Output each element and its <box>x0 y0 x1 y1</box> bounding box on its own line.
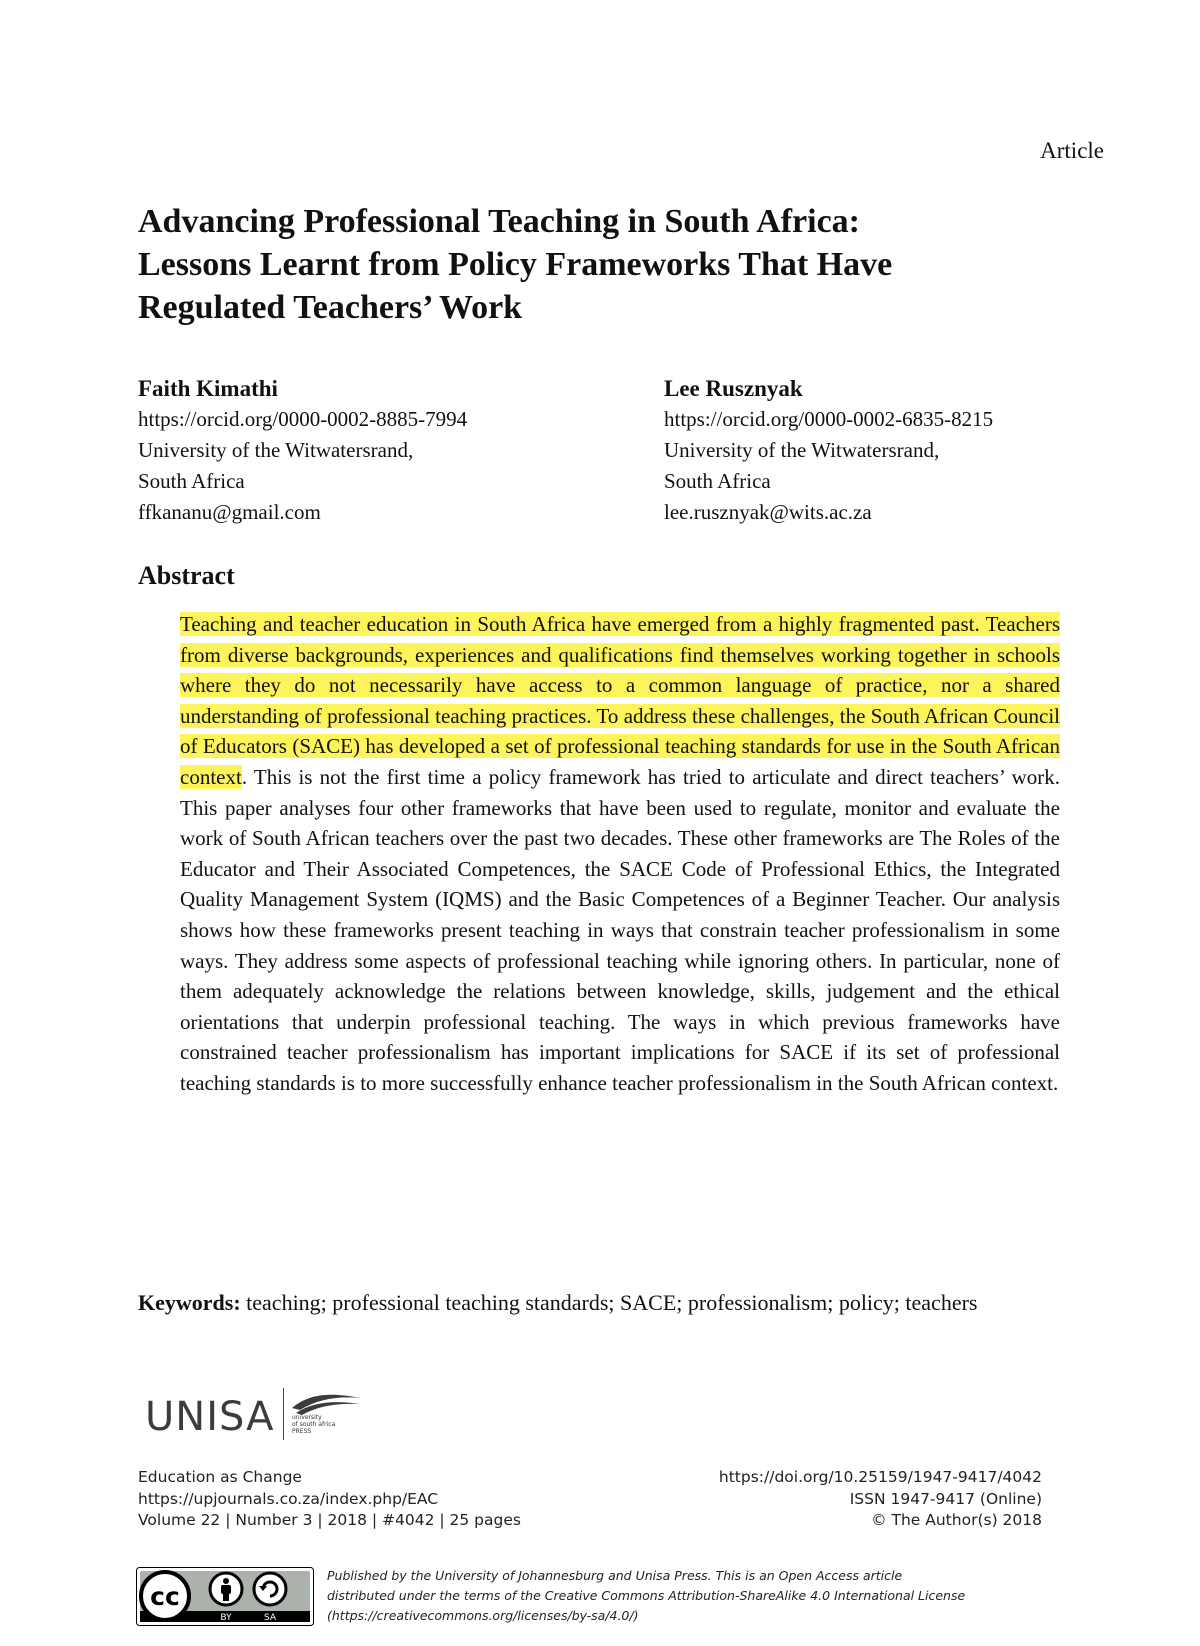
paper-title <box>138 200 1078 329</box>
unisa-wing-icon <box>290 1390 362 1416</box>
title-line: Advancing Professional Teaching in South Africa: <box>138 203 860 240</box>
author-name: Lee Rusznyak <box>664 376 803 401</box>
keywords-list: teaching; professional teaching standards; SACE; professionalism; policy; teachers <box>240 1290 978 1315</box>
journal-name: Education as Change <box>138 1468 302 1486</box>
journal-info-right <box>719 1467 1042 1532</box>
title-line: Regulated Teachers’ Work <box>138 289 523 326</box>
logo-divider <box>283 1388 284 1440</box>
logo-sub-line: of south africa <box>292 1421 336 1428</box>
author-name: Faith Kimathi <box>138 376 278 401</box>
doi-link[interactable]: https://doi.org/10.25159/1947-9417/4042 <box>718 1468 1042 1486</box>
logo-sub-line: PRESS <box>292 1428 312 1435</box>
author-orcid-link[interactable]: https://orcid.org/0000-0002-6835-8215 <box>664 407 994 431</box>
author-block-kimathi <box>138 373 467 528</box>
unisa-press-logo <box>145 1388 370 1448</box>
sa-label: SA <box>263 1613 277 1623</box>
journal-url-link[interactable]: https://upjournals.co.za/index.php/EAC <box>138 1489 439 1508</box>
author-country: South Africa <box>138 469 245 493</box>
cc-icon-label: cc <box>150 1582 180 1611</box>
license-line: Published by the University of Johannesburg and Unisa Press. This is an Open Access article <box>327 1568 903 1583</box>
highlighted-passage[interactable]: Teaching and teacher education in South Africa have emerged from a highly fragmented past. Teachers from diverse backgrounds, experiences and qualifications find themselves working together in schools where they do not necessarily have access to a common language of practice, nor a shared understanding of professional teaching practices. To address these challenges, the South African Council of Educators (SACE) has developed a set of professional teaching standards for use in the South African context <box>180 612 1060 789</box>
title-line: Lessons Learnt from Policy Frameworks That Have <box>138 246 893 283</box>
keywords-label: Keywords: <box>138 1290 241 1315</box>
unisa-wordmark: UNISA <box>145 1394 275 1440</box>
author-email-link[interactable]: lee.rusznyak@wits.ac.za <box>664 500 872 524</box>
cc-by-sa-badge[interactable] <box>136 1567 314 1626</box>
license-line: distributed under the terms of the Creative Commons Attribution-ShareAlike 4.0 International License <box>327 1588 966 1603</box>
keywords <box>138 1287 1068 1318</box>
by-label: BY <box>220 1613 232 1623</box>
author-country: South Africa <box>664 469 771 493</box>
author-affiliation: University of the Witwatersrand, <box>138 438 414 462</box>
author-affiliation: University of the Witwatersrand, <box>664 438 940 462</box>
license-url-link[interactable]: (https://creativecommons.org/licenses/by-sa/4.0/) <box>327 1608 639 1623</box>
sharealike-icon <box>254 1573 286 1605</box>
author-block-rusznyak <box>664 373 993 528</box>
author-orcid-link[interactable]: https://orcid.org/0000-0002-8885-7994 <box>138 407 468 431</box>
logo-sub-line: university <box>292 1414 322 1421</box>
abstract-text <box>180 609 1060 1099</box>
abstract-remainder: . This is not the first time a policy framework has tried to articulate and direct teachers’ work. This paper analyses four other frameworks that have been used to regulate, monitor and evaluate the work of South African teachers over the past two decades. These other frameworks are The Roles of the Educator and Their Associated Competences, the SACE Code of Professional Ethics, the Integrated Quality Management System (IQMS) and the Basic Competences of a Beginner Teacher. Our analysis shows how these frameworks present teaching in ways that constrain teacher professionalism in some ways. They address some aspects of professional teaching while ignoring others. In particular, none of them adequately acknowledge the relations between knowledge, skills, judgement and the ethical orientations that underpin professional teaching. The ways in which previous frameworks have constrained teacher professionalism has important implications for SACE if its set of professional teaching standards is to more successfully enhance teacher professionalism in the South African context. <box>180 764 1060 1095</box>
author-email-link[interactable]: ffkananu@gmail.com <box>138 500 321 524</box>
article-type-label: Article <box>1040 138 1104 163</box>
logo-subtext <box>292 1414 335 1435</box>
journal-volume-info: Volume 22 | Number 3 | 2018 | #4042 | 25 pages <box>138 1511 521 1529</box>
journal-info-left <box>138 1467 521 1532</box>
abstract-heading: Abstract <box>138 561 235 590</box>
issn: ISSN 1947-9417 (Online) <box>849 1489 1042 1508</box>
license-statement <box>327 1566 1057 1626</box>
copyright: © The Author(s) 2018 <box>871 1511 1042 1529</box>
